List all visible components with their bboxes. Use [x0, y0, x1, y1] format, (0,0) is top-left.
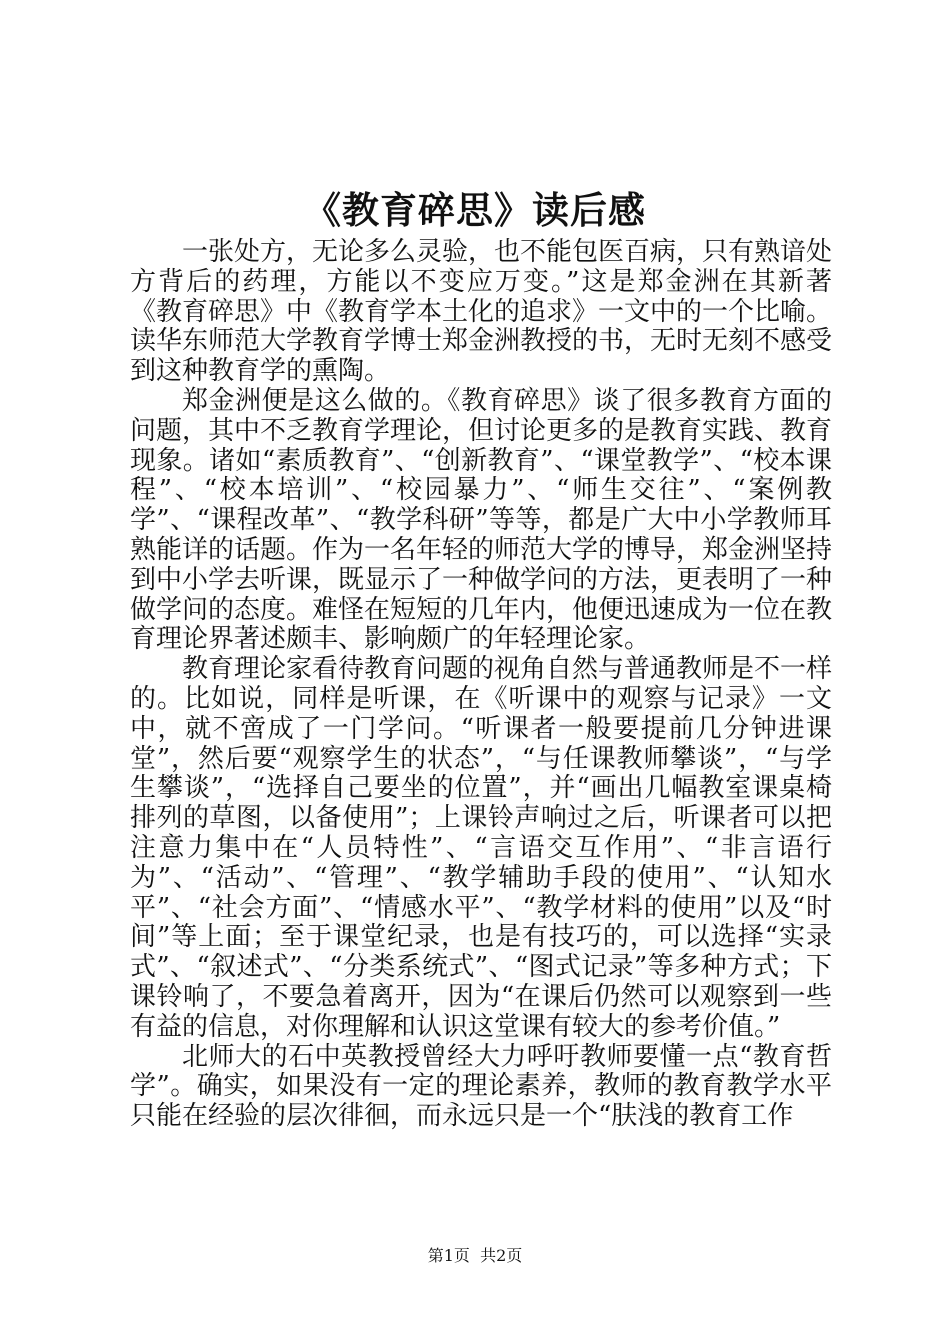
page-number-current: 第1页: [427, 1246, 470, 1265]
document-title: 《教育碎思》读后感: [304, 188, 646, 232]
paragraph-2: 郑金洲便是这么做的。《教育碎思》谈了很多教育方面的问题，其中不乏教育学理论，但讨论更多的是教育实践、教育现象。诸如“素质教育”、“创新教育”、“课堂教学”、“校本课程”、“校本培训”、“校园暴力”、“师生交往”、“案例教学”、“课程改革”、“教学科研”等等，都是广大中小学教师耳熟能详的话题。作为一名年轻的师范大学的博导，郑金洲坚持到中小学去听课，既显示了一种做学问的方法，更表明了一种做学问的态度。难怪在短短的几年内，他便迅速成为一位在教育理论界著述颇丰、影响颇广的年轻理论家。: [130, 385, 833, 655]
footer-spacer: [470, 1246, 480, 1265]
paragraph-3: 教育理论家看待教育问题的视角自然与普通教师是不一样的。比如说，同样是听课，在《听课中的观察与记录》一文中，就不啻成了一门学问。“听课者一般要提前几分钟进课堂”，然后要“观察学生的状态”，“与任课教师攀谈”，“与学生攀谈”，“选择自己要坐的位置”，并“画出几幅教室课桌椅排列的草图，以备使用”；上课铃声响过之后，听课者可以把注意力集中在“人员特性”、“言语交互作用”、“非言语行为”、“活动”、“管理”、“教学辅助手段的使用”、“认知水平”、“社会方面”、“情感水平”、“教学材料的使用”以及“时间”等上面；至于课堂纪录，也是有技巧的，可以选择“实录式”、“叙述式”、“分类系统式”、“图式记录”等多种方式；下课铃响了，不要急着离开，因为“在课后仍然可以观察到一些有益的信息，对你理解和认识这堂课有较大的参考价值。”: [130, 654, 833, 1042]
page-footer: [0, 1245, 950, 1267]
paragraph-1: 一张处方，无论多么灵验，也不能包医百病，只有熟谙处方背后的药理，方能以不变应万变。”这是郑金洲在其新著《教育碎思》中《教育学本土化的追求》一文中的一个比喻。读华东师范大学教育学博士郑金洲教授的书，无时无刻不感受到这种教育学的熏陶。: [130, 237, 833, 387]
page-number-total: 共2页: [480, 1246, 523, 1265]
document-body: [130, 238, 832, 1132]
paragraph-4: 北师大的石中英教授曾经大力呼吁教师要懂一点“教育哲学”。确实，如果没有一定的理论素养，教师的教育教学水平只能在经验的层次徘徊，而永远只是一个“肤浅的教育工作: [130, 1041, 832, 1132]
